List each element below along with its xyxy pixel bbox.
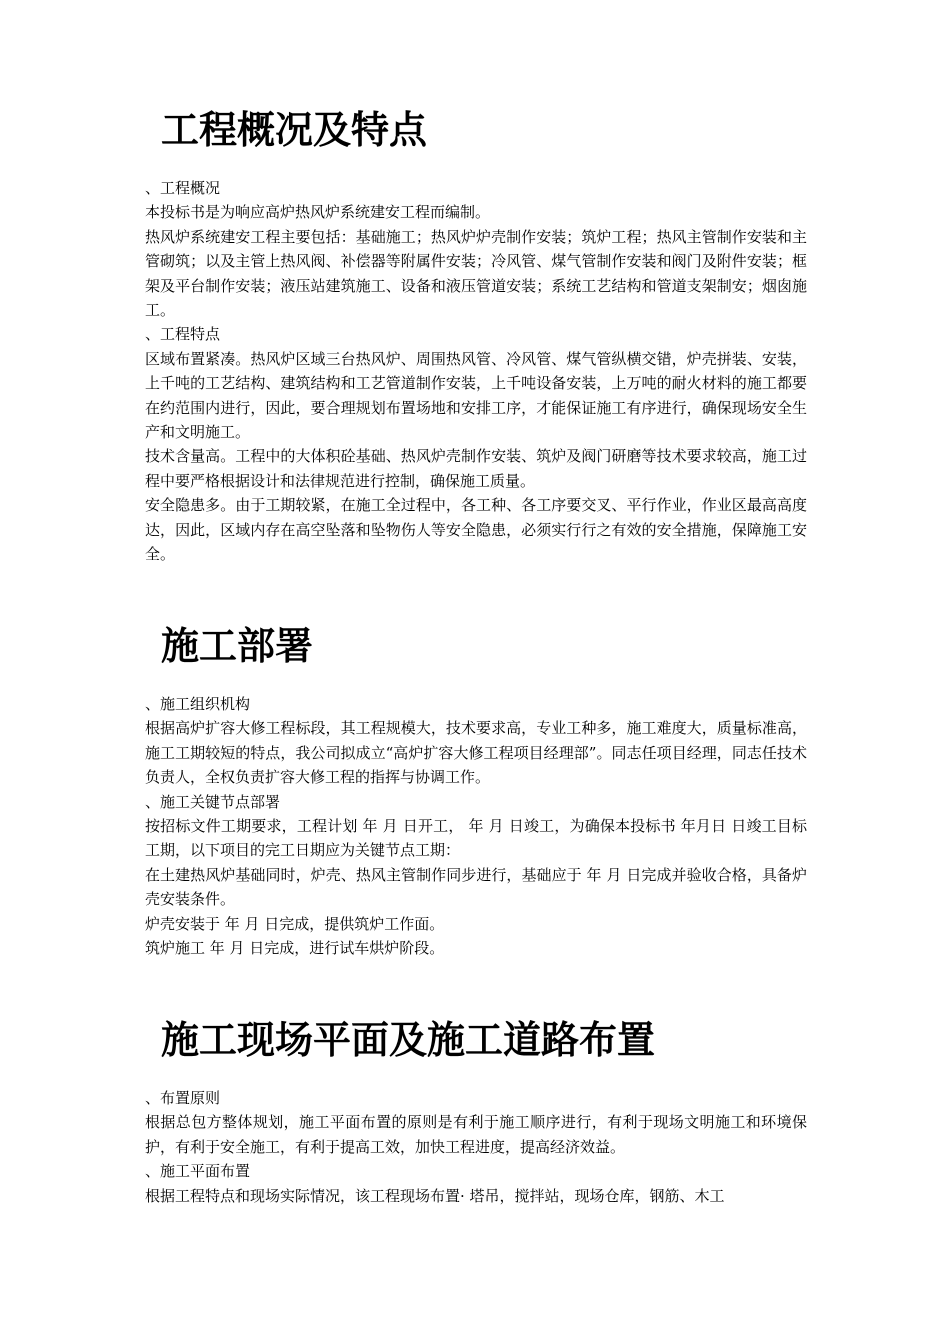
- subheading: 、工程概况: [145, 179, 221, 197]
- section-body: [145, 176, 807, 567]
- section-body: [145, 692, 807, 960]
- paragraph: 根据工程特点和现场实际情况，该工程现场布置· 塔吊，搅拌站，现场仓库，钢筋、木工: [145, 1186, 725, 1205]
- subheading: 、施工平面布置: [145, 1162, 251, 1181]
- paragraph: 本投标书是为响应高炉热风炉系统建安工程而编制。: [145, 203, 491, 222]
- section-heading: 工程概况及特点: [161, 108, 428, 152]
- section-body: [145, 1086, 807, 1208]
- section-project-overview: [145, 106, 807, 564]
- subheading: 、工程特点: [145, 325, 221, 344]
- paragraph: 热风炉系统建安工程主要包括：基础施工；热风炉炉壳制作安装；筑炉工程；热风主管制作安装和主管砌筑；以及主管上热风阀、补偿器等附属件安装；冷风管、煤气管制作安装和阀门及附件安装；框架及平台制作安装；液压站建筑施工、设备和液压管道安装；系统工艺结构和管道支架制安；烟囱施工。: [145, 227, 807, 320]
- section-heading: 施工部署: [161, 624, 314, 668]
- paragraph: 安全隐患多。由于工期较紧，在施工全过程中，各工种、各工序要交叉、平行作业，作业区最高高度达，因此，区域内存在高空坠落和坠物伤人等安全隐患，必须实行行之有效的安全措施，保障施工安全。: [145, 496, 807, 564]
- paragraph: 根据总包方整体规划，施工平面布置的原则是有利于施工顺序进行，有利于现场文明施工和环境保护，有利于安全施工，有利于提高工效，加快工程进度，提高经济效益。: [145, 1113, 807, 1156]
- section-site-layout: [145, 1016, 807, 1205]
- paragraph: 技术含量高。工程中的大体积砼基础、热风炉壳制作安装、筑炉及阀门研磨等技术要求较高，施工过程中要严格根据设计和法律规范进行控制，确保施工质量。: [145, 447, 807, 490]
- paragraph: 区域布置紧凑。热风炉区域三台热风炉、周围热风管、冷风管、煤气管纵横交错，炉壳拼装、安装，上千吨的工艺结构、建筑结构和工艺管道制作安装，上千吨设备安装，上万吨的耐火材料的施工都要在约范围内进行，因此，要合理规划布置场地和安排工序，才能保证施工有序进行，确保现场安全生产和文明施工。: [145, 349, 807, 442]
- paragraph: 筑炉施工 年 月 日完成，进行试车烘炉阶段。: [145, 939, 445, 958]
- subheading: 、施工组织机构: [145, 695, 251, 713]
- subheading: 、布置原则: [145, 1089, 221, 1107]
- paragraph: 按招标文件工期要求，工程计划 年 月 日开工， 年 月 日竣工，为确保本投标书 年月日 日竣工目标工期，以下项目的完工日期应为关键节点工期：: [145, 817, 807, 860]
- paragraph: 根据高炉扩容大修工程标段，其工程规模大，技术要求高，专业工种多，施工难度大，质量标准高，施工工期较短的特点，我公司拟成立“高炉扩容大修工程项目经理部”。同志任项目经理，同志任技术负责人，全权负责扩容大修工程的指挥与协调工作。: [145, 719, 807, 787]
- paragraph: 炉壳安装于 年 月 日完成，提供筑炉工作面。: [145, 914, 445, 933]
- paragraph: 在土建热风炉基础同时，炉壳、热风主管制作同步进行，基础应于 年 月 日完成并验收合格，具备炉壳安装条件。: [145, 865, 807, 909]
- subheading: 、施工关键节点部署: [145, 792, 281, 811]
- section-construction-deployment: [145, 622, 807, 958]
- section-heading: 施工现场平面及施工道路布置: [161, 1018, 656, 1062]
